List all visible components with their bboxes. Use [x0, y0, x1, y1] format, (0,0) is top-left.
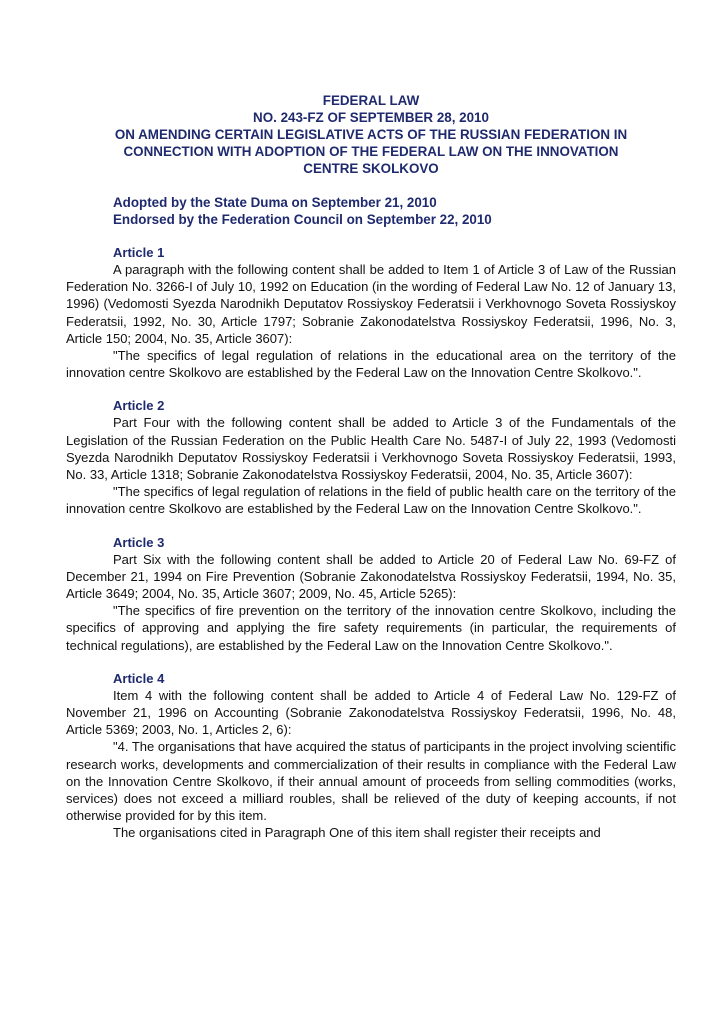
article-3 [66, 534, 676, 654]
header-line: ON AMENDING CERTAIN LEGISLATIVE ACTS OF THE RUSSIAN FEDERATION IN [114, 127, 628, 142]
article-paragraph: A paragraph with the following content shall be added to Item 1 of Article 3 of Law of the Russian Federation No. 3266-I of July 10, 1992 on Education (in the wording of Federal Law No. 12 of January 13, 1996) (Vedomosti Syezda Narodnikh Deputatov Rossiyskoy Federatsii i Verkhovnogo Soveta Rossiyskoy Federatsii, 1992, No. 30, Article 1797; Sobranie Zakonodatelstva Rossiyskoy Federatsii, 1996, No. 3, Article 150; 2004, No. 35, Article 3607): [66, 262, 676, 346]
article-title: Article 2 [113, 398, 165, 414]
header-line: FEDERAL LAW [322, 93, 420, 108]
article-paragraph: Part Four with the following content shall be added to Article 3 of the Fundamentals of the Legislation of the Russian Federation on the Public Health Care No. 5487-I of July 22, 1993 (Vedomosti Syezda Narodnikh Deputatov Rossiyskoy Federatsii i Verkhovnogo Soveta Rossiyskoy Federatsii, 1993, No. 33, Article 1318; Sobranie Zakonodatelstva Rossiyskoy Federatsii, 2004, No. 35, Article 3607): [66, 415, 676, 483]
article-paragraph: "The specifics of fire prevention on the territory of the innovation centre Skolkovo, including the specifics of approving and applying the fire safety requirements (in particular, the requirements of technical regulations), are established by the Federal Law on the Innovation Centre Skolkovo.". [66, 603, 676, 653]
header-line: CENTRE SKOLKOVO [303, 161, 439, 176]
adoption-duma: Adopted by the State Duma on September 21, 2010 [113, 195, 437, 210]
article-paragraph: Item 4 with the following content shall be added to Article 4 of Federal Law No. 129-FZ of November 21, 1996 on Accounting (Sobranie Zakonodatelstva Rossiyskoy Federatsii, 1996, No. 48, Article 5369; 2003, No. 1, Articles 2, 6): [66, 687, 676, 738]
article-paragraph: "The specifics of legal regulation of relations in the field of public health care on the territory of the innovation centre Skolkovo are established by the Federal Law on the Innovation Centre Skolkovo.". [66, 484, 676, 517]
article-paragraph: Part Six with the following content shall be added to Article 20 of Federal Law No. 69-FZ of December 21, 1994 on Fire Prevention (Sobranie Zakonodatelstva Rossiyskoy Federatsii, 1994, No. 35, Article 3649; 2004, No. 35, Article 3607; 2009, No. 45, Article 5265): [66, 551, 676, 602]
header-line: NO. 243-FZ OF SEPTEMBER 28, 2010 [253, 110, 489, 125]
article-paragraph: "4. The organisations that have acquired the status of participants in the project involving scientific research works, developments and commercialization of their results in compliance with the Federal Law on the Innovation Centre Skolkovo, if their annual amount of proceeds from selling commodities (works, services) does not exceed a milliard roubles, shall be relieved of the duty of keeping accounts, if not otherwise provided for by this item. [66, 739, 676, 824]
article-title: Article 4 [113, 670, 165, 686]
header-line: CONNECTION WITH ADOPTION OF THE FEDERAL LAW ON THE INNOVATION [123, 144, 619, 159]
adoption-info [66, 194, 676, 228]
article-title: Article 1 [113, 245, 165, 260]
document-page [66, 92, 676, 842]
article-paragraph: The organisations cited in Paragraph One of this item shall register their receipts and [113, 825, 601, 841]
law-header [46, 92, 696, 177]
article-4 [66, 670, 676, 842]
article-title: Article 3 [113, 534, 165, 550]
article-1 [66, 244, 676, 381]
adoption-council: Endorsed by the Federation Council on September 22, 2010 [113, 212, 492, 227]
article-paragraph: "The specifics of legal regulation of relations in the educational area on the territory of the innovation centre Skolkovo are established by the Federal Law on the Innovation Centre Skolkovo.". [66, 348, 676, 381]
article-2 [66, 397, 676, 517]
